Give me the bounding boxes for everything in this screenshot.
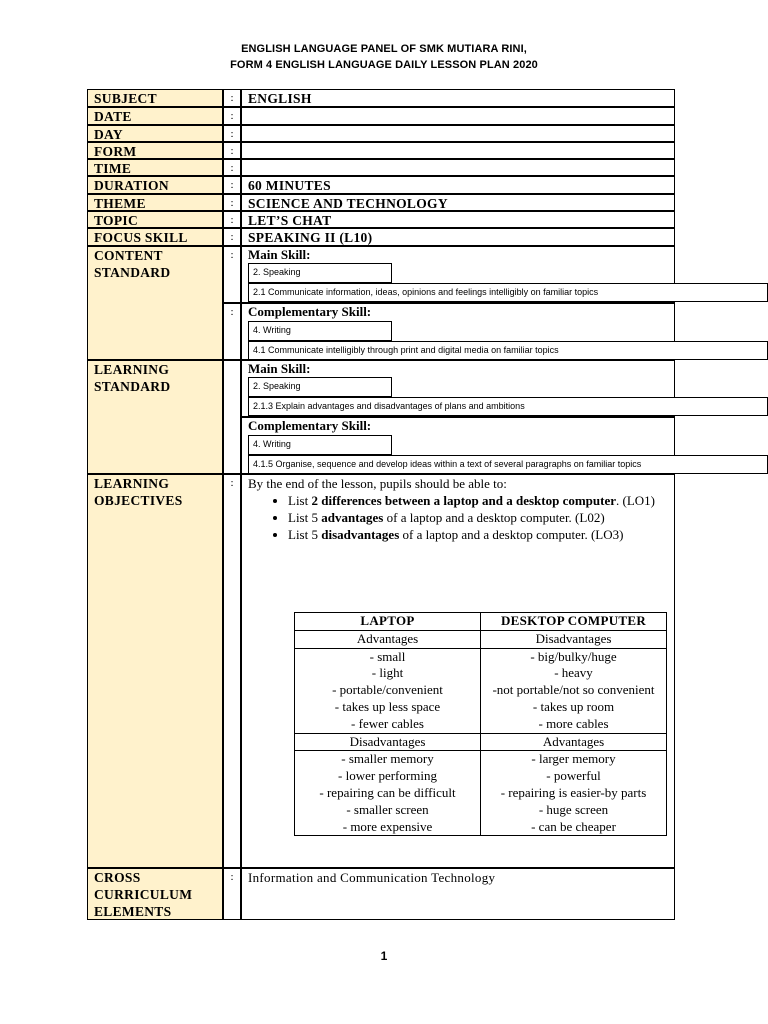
colon: :	[223, 107, 241, 125]
header-line-1: ENGLISH LANGUAGE PANEL OF SMK MUTIARA RINI,	[241, 43, 527, 55]
learning-comp-desc: 4.1.5 Organise, sequence and develop ideas within a text of several paragraphs on familiar topics	[248, 455, 768, 474]
label-line: ELEMENTS	[94, 904, 172, 919]
learning-main-title: Main Skill:	[248, 361, 311, 376]
colon: :	[223, 474, 241, 868]
list-item: - smaller screen	[346, 801, 429, 817]
label-line: STANDARD	[94, 265, 171, 280]
label-line: CROSS	[94, 870, 141, 885]
content-main-skill: 2. Speaking	[248, 263, 392, 283]
label-duration: DURATION	[87, 176, 223, 194]
content-main-desc: 2.1 Communicate information, ideas, opinions and feelings intelligibly on familiar topics	[248, 283, 768, 302]
label-line: CONTENT	[94, 248, 163, 263]
desktop-disadvantages	[481, 648, 667, 733]
label-form: FORM	[87, 142, 223, 159]
header-line-2: FORM 4 ENGLISH LANGUAGE DAILY LESSON PLAN 2020	[230, 59, 538, 71]
colon: :	[223, 176, 241, 194]
list-item: -not portable/not so convenient	[492, 682, 655, 698]
objective-item: • List 5 advantages of a laptop and a desktop computer. (L02)	[288, 509, 668, 526]
colon: :	[223, 303, 241, 360]
page-number: 1	[380, 949, 388, 963]
label-line: OBJECTIVES	[94, 493, 183, 508]
content-comp-desc: 4.1 Communicate intelligibly through print and digital media on familiar topics	[248, 341, 768, 360]
label-content-standard	[87, 246, 223, 360]
label-line: LEARNING	[94, 362, 170, 377]
comparison-subheader: Advantages	[295, 630, 481, 648]
learning-main-skill: 2. Speaking	[248, 377, 392, 397]
label-subject: SUBJECT	[87, 89, 223, 107]
objectives-intro: By the end of the lesson, pupils should be able to:	[248, 476, 507, 491]
list-item: - smaller memory	[341, 751, 434, 767]
colon-cell	[223, 360, 241, 474]
colon: :	[223, 194, 241, 211]
value-day[interactable]	[241, 125, 675, 142]
objectives-content	[248, 475, 668, 543]
comparison-subheader: Advantages	[481, 733, 667, 751]
label-line: LEARNING	[94, 476, 170, 491]
list-item: - can be cheaper	[531, 818, 616, 834]
label-learning-objectives	[87, 474, 223, 868]
label-learning-standard	[87, 360, 223, 474]
learning-comp-title: Complementary Skill:	[248, 418, 372, 433]
label-focus-skill: FOCUS SKILL	[87, 228, 223, 246]
list-item: - heavy	[554, 665, 593, 681]
value-duration: 60 MINUTES	[241, 176, 675, 194]
value-cross-curriculum: Information and Communication Technology	[241, 868, 675, 920]
list-item: - portable/convenient	[332, 682, 443, 698]
colon: :	[223, 228, 241, 246]
list-item: - repairing can be difficult	[319, 784, 456, 800]
colon: :	[223, 142, 241, 159]
list-item: - takes up room	[532, 698, 615, 714]
list-item: - powerful	[546, 768, 601, 784]
label-day: DAY	[87, 125, 223, 142]
value-focus-skill: SPEAKING II (L10)	[241, 228, 675, 246]
colon: :	[223, 246, 241, 303]
list-item: - more expensive	[342, 818, 433, 834]
desktop-advantages	[481, 751, 667, 836]
value-time[interactable]	[241, 159, 675, 176]
content-comp-skill: 4. Writing	[248, 321, 392, 341]
list-item: - light	[371, 665, 404, 681]
value-topic: LET’S CHAT	[241, 211, 675, 228]
list-item: - fewer cables	[351, 715, 424, 731]
list-item: - takes up less space	[334, 698, 441, 714]
label-cross-curriculum	[87, 868, 223, 920]
label-theme: THEME	[87, 194, 223, 211]
list-item: - more cables	[538, 715, 609, 731]
value-subject: ENGLISH	[241, 89, 675, 107]
label-line: CURRICULUM	[94, 887, 193, 902]
list-item: - larger memory	[531, 751, 616, 767]
objective-item: • List 5 disadvantages of a laptop and a desktop computer. (LO3)	[288, 526, 668, 543]
value-date[interactable]	[241, 107, 675, 125]
label-date: DATE	[87, 107, 223, 125]
learning-main-desc: 2.1.3 Explain advantages and disadvantages of plans and ambitions	[248, 397, 768, 416]
value-form[interactable]	[241, 142, 675, 159]
colon: :	[223, 211, 241, 228]
learning-comp-skill: 4. Writing	[248, 435, 392, 455]
value-theme: SCIENCE AND TECHNOLOGY	[241, 194, 675, 211]
list-item: - huge screen	[538, 801, 609, 817]
label-line: STANDARD	[94, 379, 171, 394]
label-time: TIME	[87, 159, 223, 176]
label-topic: TOPIC	[87, 211, 223, 228]
comparison-subheader: Disadvantages	[295, 733, 481, 751]
laptop-advantages	[295, 648, 481, 733]
content-main-title: Main Skill:	[248, 247, 311, 262]
comparison-header-desktop: DESKTOP COMPUTER	[481, 613, 667, 631]
list-item: - repairing is easier-by parts	[500, 784, 647, 800]
colon: :	[223, 868, 241, 920]
colon: :	[223, 89, 241, 107]
laptop-disadvantages	[295, 751, 481, 836]
comparison-table	[294, 612, 667, 836]
list-item: - lower performing	[338, 768, 437, 784]
content-comp-title: Complementary Skill:	[248, 304, 372, 319]
objective-item: • List 2 differences between a laptop and a desktop computer. (LO1)	[288, 492, 668, 509]
list-item: - big/bulky/huge	[530, 648, 617, 664]
objectives-list	[248, 492, 668, 543]
list-item: - small	[369, 648, 406, 664]
comparison-subheader: Disadvantages	[481, 630, 667, 648]
comparison-header-laptop: LAPTOP	[295, 613, 481, 631]
colon: :	[223, 125, 241, 142]
colon: :	[223, 159, 241, 176]
